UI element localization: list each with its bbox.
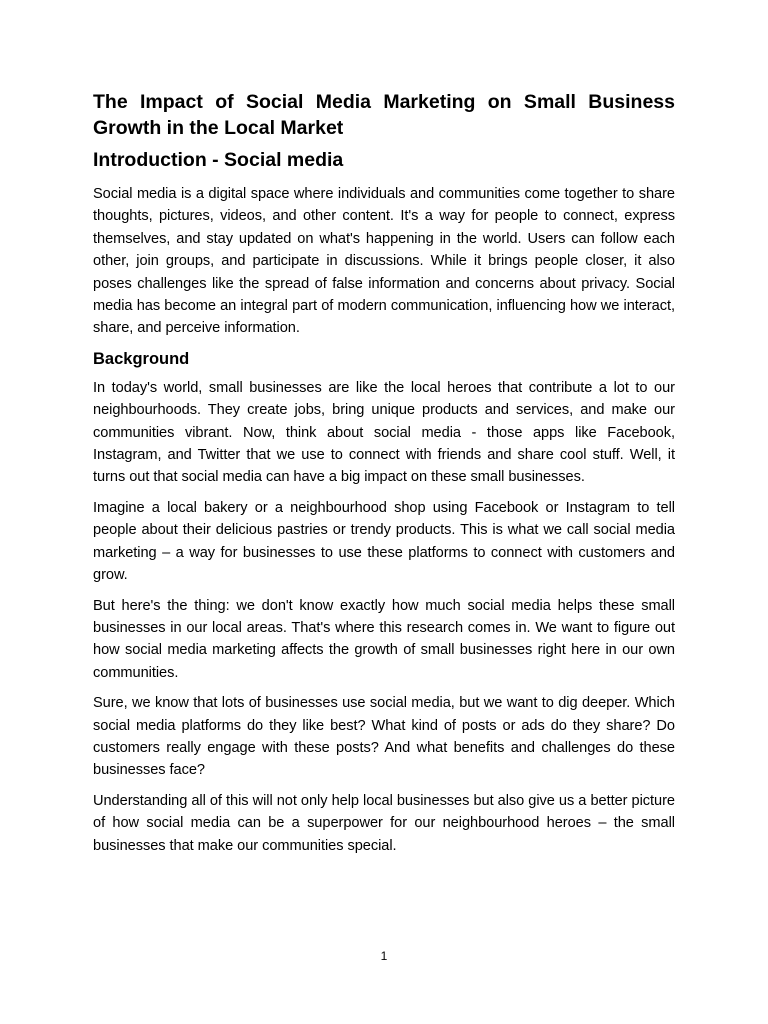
introduction-paragraph: Social media is a digital space where individuals and communities come together to share thoughts, pictures, videos, and other content. It's a way for people to connect, express themselves, and stay updated on what's happening in the world. Users can follow each other, join groups, and participate in discussions. While it brings people closer, it also poses challenges like the spread of false information and concerns about privacy. Social media has become an integral part of modern communication, influencing how we interact, share, and perceive information. xyxy=(93,186,675,337)
background-paragraph-1: In today's world, small businesses are like the local heroes that contribute a lot to our neighbourhoods. They create jobs, bring unique products and services, and make our communities vibrant. Now, think about social media - those apps like Facebook, Instagram, and Twitter that we use to connect with friends and share cool stuff. Well, it turns out that social media can have a big impact on these small businesses. xyxy=(93,379,675,486)
page-number: 1 xyxy=(380,949,388,963)
document-title: The Impact of Social Media Marketing on Small Business Growth in the Local Market xyxy=(93,91,675,139)
background-paragraph-4: Sure, we know that lots of businesses use social media, but we want to dig deeper. Which social media platforms do they like best? What kind of posts or ads do they share? Do customers really engage with these posts? And what benefits and challenges do these businesses face? xyxy=(93,695,675,779)
document-page xyxy=(93,89,675,865)
background-paragraph-5: Understanding all of this will not only help local businesses but also give us a better picture of how social media can be a superpower for our neighbourhood heroes – the small businesses that make our communities special. xyxy=(93,792,675,854)
background-paragraph-2: Imagine a local bakery or a neighbourhood shop using Facebook or Instagram to tell people about their delicious pastries or trendy products. This is what we call social media marketing – a way for businesses to use these platforms to connect with customers and grow. xyxy=(93,499,675,584)
background-heading: Background xyxy=(93,349,190,368)
introduction-heading: Introduction - Social media xyxy=(93,149,344,171)
background-paragraph-3: But here's the thing: we don't know exactly how much social media helps these small businesses in our local areas. That's where this research comes in. We want to figure out how social media marketing affects the growth of small businesses right here in our own communities. xyxy=(93,597,675,681)
